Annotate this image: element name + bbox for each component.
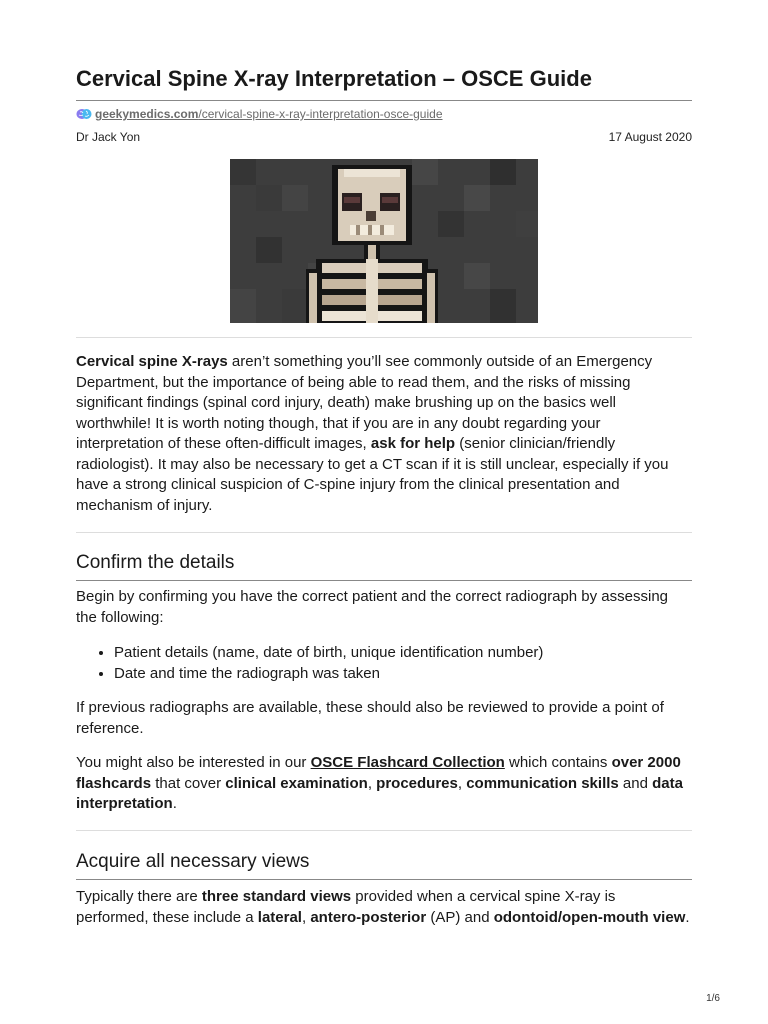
page-number: 1/6: [706, 993, 720, 1004]
source-line: [76, 107, 443, 121]
promo-bold: clinical examination: [225, 774, 368, 792]
confirm-bullet-list: [76, 643, 730, 684]
skeleton-illustration: [230, 159, 538, 323]
promo-bold: communication skills: [466, 774, 619, 792]
intro-text-2: (senior clinician/friendly radiologist). It may also be necessary to get a CT scan if it is still unclear, especially if you have a strong clinical suspicion of C-spine injury from the clinical presentation and mechanism of injury.: [76, 435, 669, 514]
source-link[interactable]: [95, 107, 443, 121]
article-meta: [76, 130, 692, 144]
osce-flashcard-link[interactable]: OSCE Flashcard Collection: [310, 754, 505, 771]
heading-confirm-details: Confirm the details: [76, 551, 692, 581]
views-bold: antero-posterior: [310, 908, 427, 926]
promo-text: and: [618, 774, 653, 792]
promo-text: ,: [457, 774, 467, 792]
views-text: provided when a cervical spine X-ray is performed, these include a: [76, 888, 616, 926]
heading-acquire-views: Acquire all necessary views: [76, 850, 692, 880]
promo-text: You might also be interested in our: [76, 754, 311, 771]
views-text: (AP) and: [426, 908, 494, 926]
promo-text: ,: [367, 774, 377, 792]
pixel-art-skeleton-image: [230, 159, 538, 323]
publish-date: 17 August 2020: [608, 130, 692, 144]
promo-text: .: [172, 795, 177, 812]
intro-paragraph: [76, 352, 692, 516]
intro-text-1: aren’t something you’ll see commonly outside of an Emergency Department, but the importance of being able to read them, and the risks of missing significant findings (spinal cord injury, death) make brushing up on the basics well worthwhile! It is worth noting though, that if you are in any doubt regarding your interpretation of these often-difficult images,: [76, 353, 653, 452]
views-bold: lateral: [257, 908, 302, 926]
promo-bold: procedures: [376, 774, 458, 792]
intro-bold-lead: Cervical spine X-rays: [76, 353, 228, 370]
promo-text: which contains: [504, 754, 612, 771]
confirm-intro: Begin by confirming you have the correct patient and the correct radiograph by assessing the following:: [76, 588, 669, 626]
views-text: .: [685, 908, 690, 926]
intro-bold-help: ask for help: [370, 435, 456, 452]
article-title: Cervical Spine X-ray Interpretation – OSCE Guide: [76, 64, 692, 101]
list-item: • Date and time the radiograph was taken: [114, 664, 730, 685]
previous-radiographs-paragraph: If previous radiographs are available, these should also be reviewed to provide a point of reference.: [76, 699, 664, 737]
divider: [76, 532, 692, 533]
source-path: /cervical-spine-x-ray-interpretation-osce-guide: [198, 107, 443, 121]
promo-bold: data interpretation: [76, 774, 683, 812]
views-paragraph: [76, 887, 692, 928]
promo-text: that cover: [151, 774, 226, 792]
list-item: • Patient details (name, date of birth, unique identification number): [114, 643, 730, 664]
divider: [76, 337, 692, 338]
views-text: Typically there are: [76, 888, 202, 905]
views-bold: three standard views: [201, 888, 352, 905]
promo-bold: over 2000 flashcards: [76, 754, 681, 792]
views-bold: odontoid/open-mouth view: [493, 908, 686, 926]
flashcard-promo-paragraph: [76, 753, 692, 815]
views-text: ,: [301, 908, 311, 926]
source-domain: geekymedics.com: [95, 107, 199, 121]
divider: [76, 830, 692, 831]
author: Dr Jack Yon: [76, 130, 141, 144]
brain-icon: [76, 108, 92, 120]
